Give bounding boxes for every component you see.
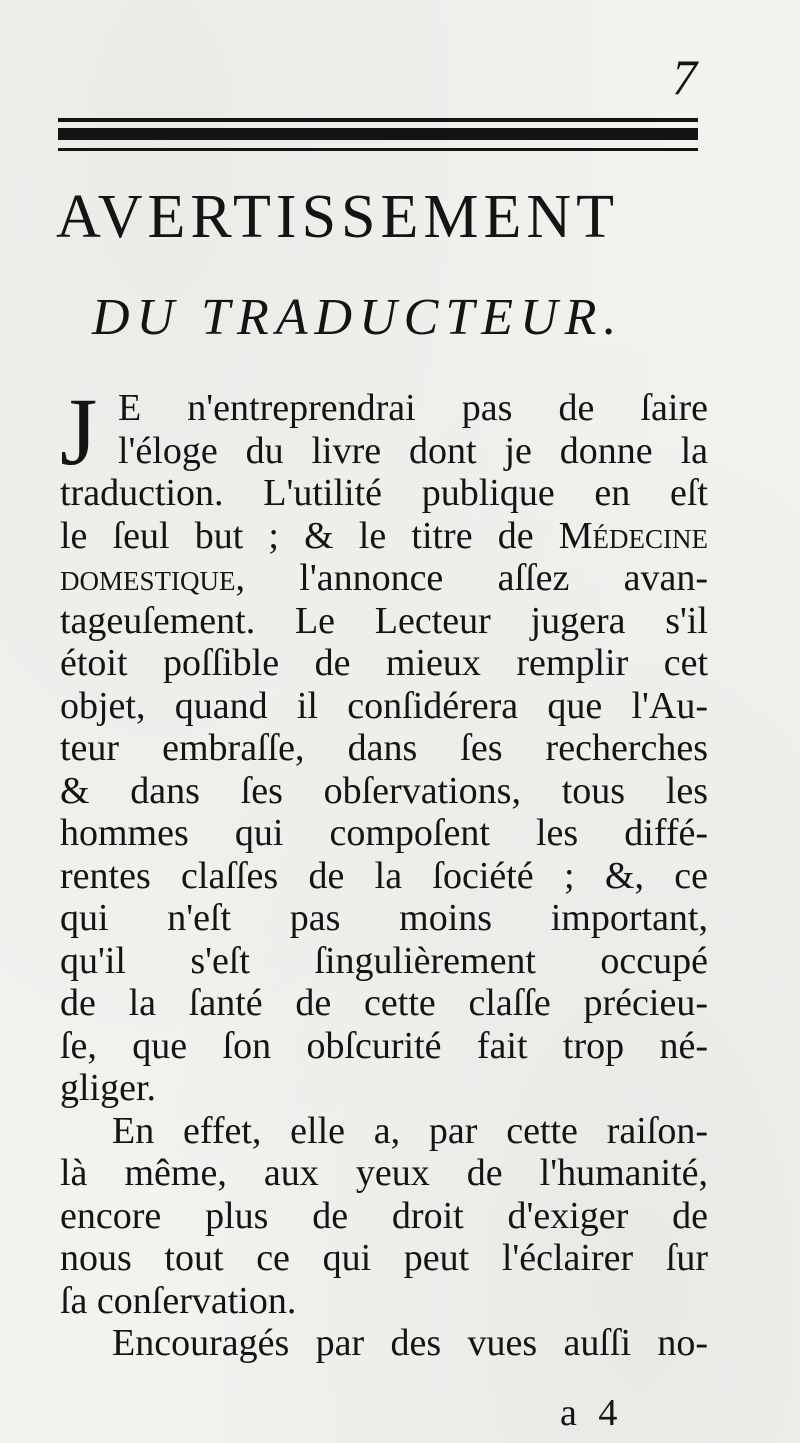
text-line: qu'il s'eſt ſingulièrement occupé [60, 939, 708, 982]
text-line: objet, quand il conſidérera que l'Au- [60, 684, 708, 727]
page-number: 7 [672, 49, 697, 105]
text-line: & dans ſes obſervations, tous les [60, 769, 708, 812]
page-title: AVERTISSEMENT [56, 183, 620, 251]
text-line: En effet, elle a, par cette raiſon- [112, 1109, 708, 1152]
text-line: là même, aux yeux de l'humanité, [60, 1152, 708, 1194]
text-line: hommes qui compoſent les diffé- [60, 812, 708, 854]
text-line: Encouragés par des vues auſſi no- [112, 1322, 708, 1364]
text-line: de la ſanté de cette claſſe précieu- [60, 982, 708, 1024]
drop-cap: J [60, 378, 98, 485]
header-rule-thick [58, 128, 698, 140]
text-line: ſe, que ſon obſcurité fait trop né- [60, 1024, 708, 1067]
text-fragment: le ſeul but ; & le titre de [60, 514, 534, 557]
text-line: traduction. L'utilité publique en eſt [60, 472, 708, 514]
small-caps-title: domestique [60, 557, 236, 599]
page-subtitle: DU TRADUCTEUR. [92, 289, 624, 346]
text-line: étoit poſſible de mieux remplir cet [60, 642, 708, 684]
text-line [60, 557, 708, 600]
text-line: teur embraſſe, dans ſes recherches [60, 727, 708, 769]
text-line: qui n'eſt pas moins important, [60, 897, 708, 939]
text-line: E n'entreprendrai pas de ſaire [118, 387, 708, 429]
text-line: nous tout ce qui peut l'éclairer ſur [60, 1237, 708, 1279]
small-caps-title: Médecine [558, 514, 709, 557]
text-fragment: , l'annonce aſſez avan- [235, 557, 708, 599]
body-text [60, 387, 708, 1365]
text-line: gliger. [60, 1067, 157, 1109]
header-rule-thin [58, 118, 698, 122]
text-line: l'éloge du livre dont je donne la [118, 429, 708, 472]
text-line [60, 515, 708, 558]
signature-mark: a 4 [560, 1392, 624, 1434]
header-rule-bottom [58, 148, 698, 151]
text-line: tageuſement. Le Lecteur jugera s'il [60, 599, 708, 642]
text-line: ſa conſervation. [60, 1279, 297, 1322]
text-line: rentes claſſes de la ſociété ; &, ce [60, 854, 708, 897]
text-line: encore plus de droit d'exiger de [60, 1194, 708, 1237]
